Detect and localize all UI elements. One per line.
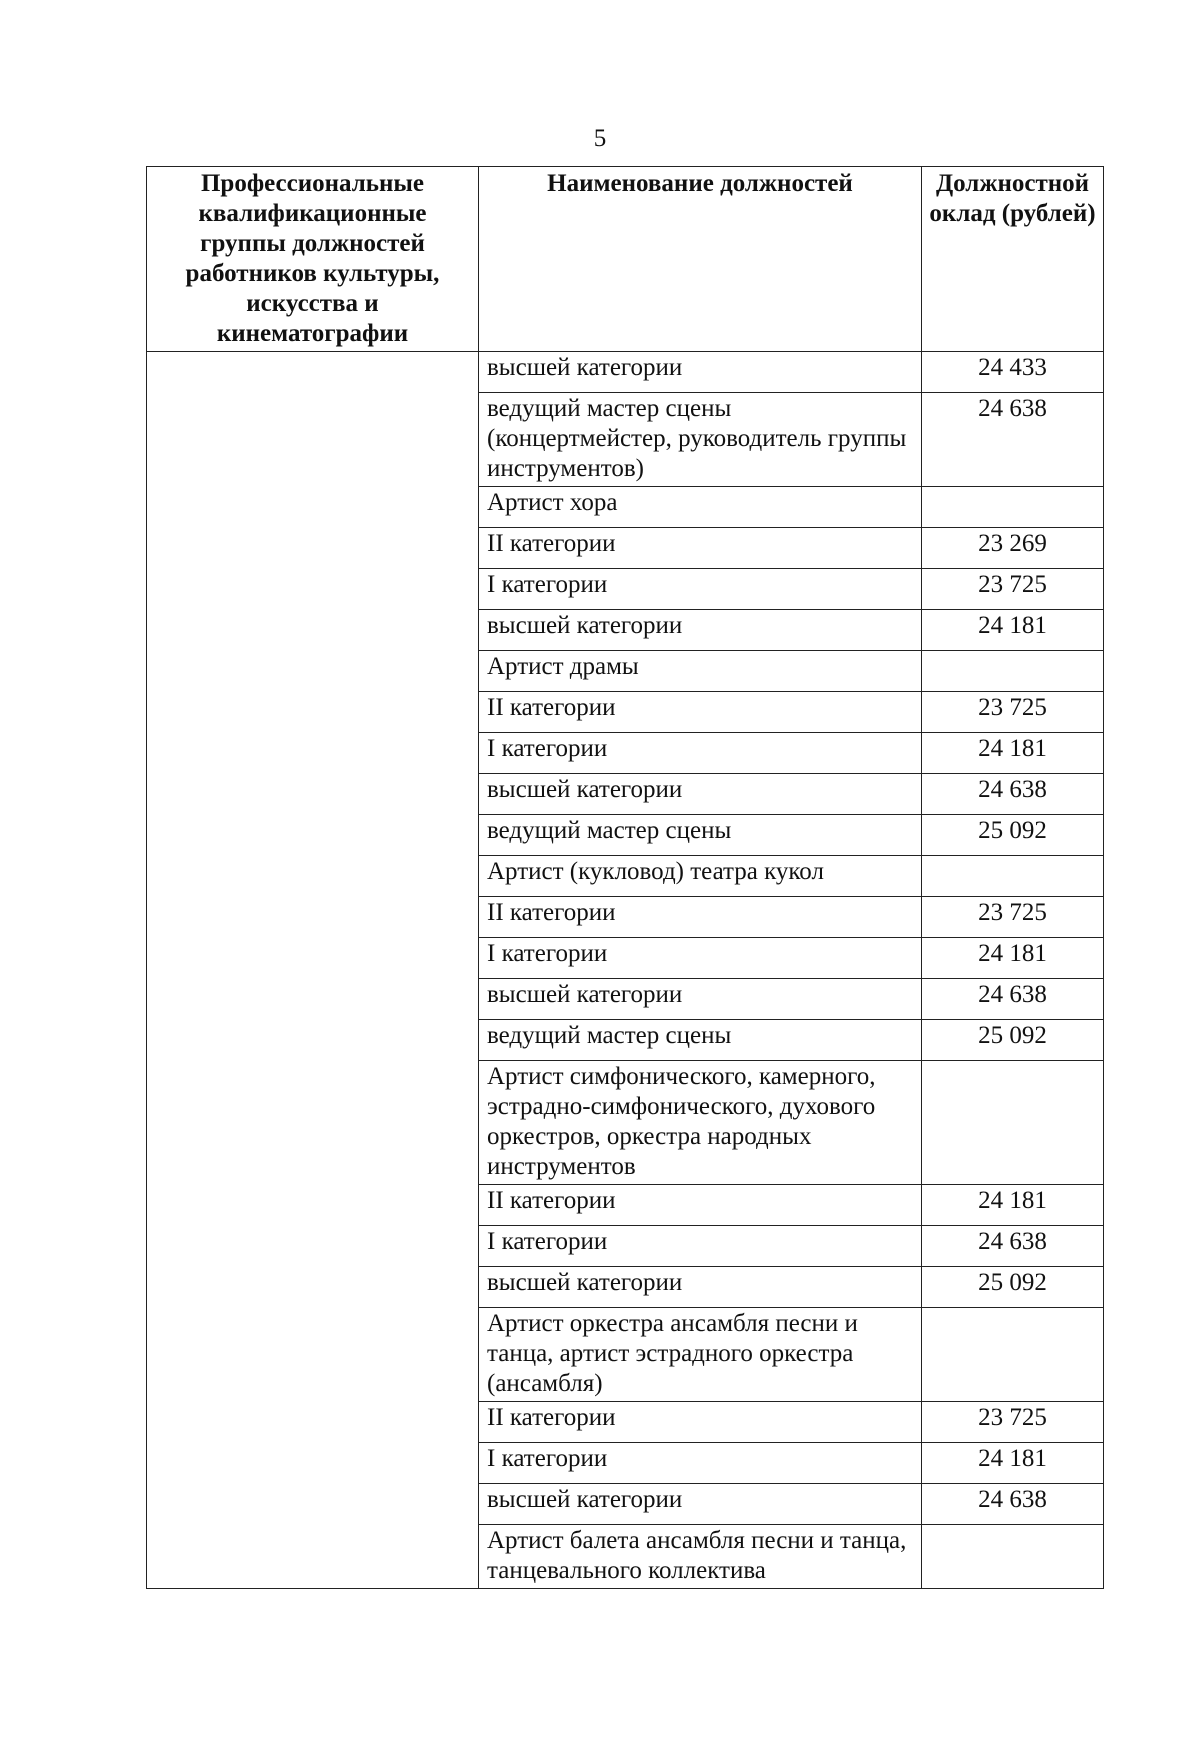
group-cell	[147, 352, 479, 1589]
position-name-cell: Артист хора	[479, 487, 922, 528]
position-name-cell: II категории	[479, 528, 922, 569]
salary-cell: 24 638	[922, 1484, 1104, 1525]
position-name-cell: II категории	[479, 897, 922, 938]
position-name-cell: высшей категории	[479, 610, 922, 651]
position-name-cell: высшей категории	[479, 1267, 922, 1308]
salary-cell: 24 181	[922, 733, 1104, 774]
position-name-cell: I категории	[479, 1443, 922, 1484]
table-body	[147, 352, 1104, 1589]
salary-cell: 23 725	[922, 692, 1104, 733]
position-name-cell: II категории	[479, 1185, 922, 1226]
position-name-cell: высшей категории	[479, 774, 922, 815]
salary-cell	[922, 856, 1104, 897]
salary-cell: 24 181	[922, 938, 1104, 979]
salary-cell	[922, 487, 1104, 528]
header-row	[147, 167, 1104, 352]
salary-cell: 25 092	[922, 1267, 1104, 1308]
position-name-cell: ведущий мастер сцены	[479, 815, 922, 856]
position-name-cell: высшей категории	[479, 1484, 922, 1525]
salary-cell: 24 433	[922, 352, 1104, 393]
page-number: 5	[593, 125, 607, 152]
salary-cell	[922, 1061, 1104, 1185]
salary-cell: 24 638	[922, 393, 1104, 487]
position-name-cell: I категории	[479, 569, 922, 610]
position-name-cell: I категории	[479, 938, 922, 979]
position-name-cell: высшей категории	[479, 352, 922, 393]
salary-cell: 23 725	[922, 1402, 1104, 1443]
salary-cell	[922, 651, 1104, 692]
position-name-cell: II категории	[479, 1402, 922, 1443]
position-name-cell: Артист симфонического, камерного, эстрадно-симфонического, духового оркестров, оркестра народных инструментов	[479, 1061, 922, 1185]
salary-table	[146, 166, 1104, 1589]
salary-cell	[922, 1525, 1104, 1589]
table-header	[147, 167, 1104, 352]
salary-cell	[922, 1308, 1104, 1402]
position-name-cell: ведущий мастер сцены (концертмейстер, руководитель группы инструментов)	[479, 393, 922, 487]
salary-cell: 23 269	[922, 528, 1104, 569]
position-name-cell: Артист (кукловод) театра кукол	[479, 856, 922, 897]
salary-cell: 23 725	[922, 897, 1104, 938]
position-name-cell: I категории	[479, 733, 922, 774]
header-qualification-groups: Профессиональные квалификационные группы должностей работников культуры, искусства и кинематографии	[147, 167, 479, 352]
salary-cell: 25 092	[922, 815, 1104, 856]
salary-cell: 24 638	[922, 979, 1104, 1020]
table-row	[147, 352, 1104, 393]
position-name-cell: ведущий мастер сцены	[479, 1020, 922, 1061]
salary-cell: 24 181	[922, 610, 1104, 651]
salary-cell: 25 092	[922, 1020, 1104, 1061]
position-name-cell: Артист оркестра ансамбля песни и танца, артист эстрадного оркестра (ансамбля)	[479, 1308, 922, 1402]
salary-cell: 24 181	[922, 1185, 1104, 1226]
salary-cell: 24 638	[922, 774, 1104, 815]
position-name-cell: Артист драмы	[479, 651, 922, 692]
position-name-cell: II категории	[479, 692, 922, 733]
salary-cell: 23 725	[922, 569, 1104, 610]
salary-cell: 24 638	[922, 1226, 1104, 1267]
salary-cell: 24 181	[922, 1443, 1104, 1484]
position-name-cell: I категории	[479, 1226, 922, 1267]
header-salary: Должностной оклад (рублей)	[922, 167, 1104, 352]
header-position-names: Наименование должностей	[479, 167, 922, 352]
position-name-cell: Артист балета ансамбля песни и танца, танцевального коллектива	[479, 1525, 922, 1589]
position-name-cell: высшей категории	[479, 979, 922, 1020]
